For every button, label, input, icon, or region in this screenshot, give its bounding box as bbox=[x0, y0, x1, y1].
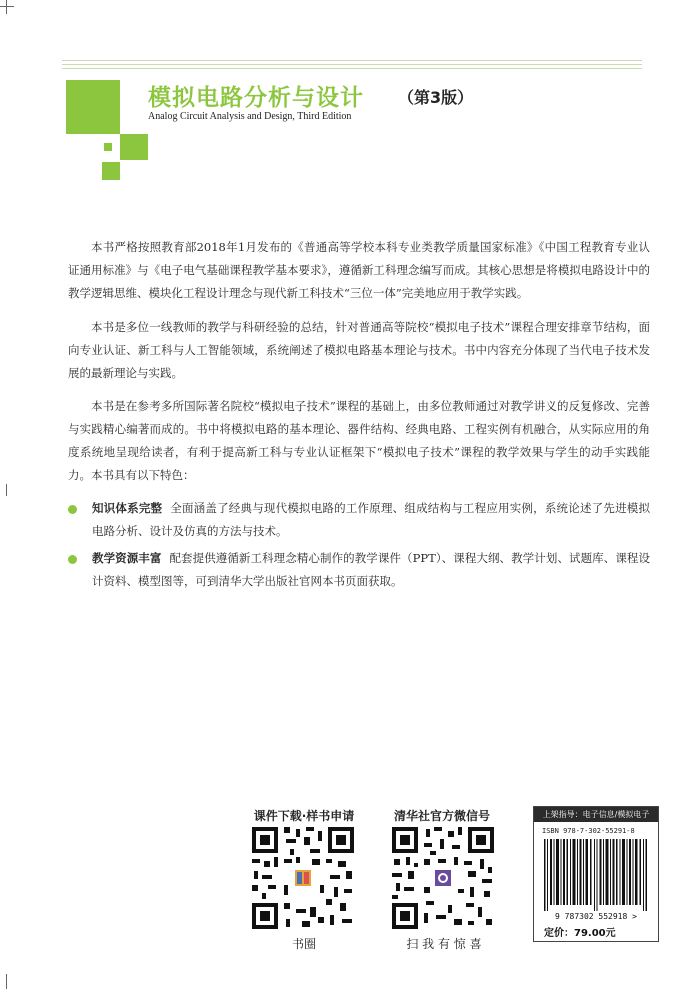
feature-name: 知识体系完整 bbox=[92, 501, 163, 515]
qr-bottom-label: 书圈 bbox=[291, 937, 316, 951]
barcode-number: 9 787302 552918 > bbox=[555, 912, 637, 921]
crop-mark-top-left-h bbox=[0, 6, 14, 7]
crop-mark-top-left-v bbox=[6, 0, 7, 14]
qr-bottom-label: 扫 我 有 惊 喜 bbox=[406, 937, 482, 951]
feature-item bbox=[92, 547, 650, 593]
feature-text: 全面涵盖了经典与现代模拟电路的工作原理、组成结构与工程应用实例，系统论述了先进模拟电路分析、设计及仿真的方法与技术。 bbox=[92, 501, 651, 538]
intro-paragraph-2: 本书是多位一线教师的教学与科研经验的总结，针对普通高等院校“模拟电子技术”课程合理安排章节结构，面向专业认证、新工科与人工智能领域，系统阐述了模拟电路基本理论与技术。书中内容充分体现了当代电子技术发展的最新理论与实践。 bbox=[68, 320, 650, 380]
feature-item bbox=[92, 497, 650, 543]
barcode-icon bbox=[544, 839, 648, 911]
barcode-block bbox=[533, 806, 659, 942]
bullet-dot-icon bbox=[68, 555, 77, 564]
bullet-dot-icon bbox=[68, 505, 77, 514]
price-label: 定价：79.00元 bbox=[544, 928, 616, 939]
book-title: 模拟电路分析与设计 bbox=[148, 85, 364, 111]
qr-top-label: 课件下载·样书申请 bbox=[253, 809, 355, 823]
feature-text: 配套提供遵循新工科理念精心制作的教学课件（PPT）、课程大纲、教学计划、试题库、课程设计资料、模型图等，可到清华大学出版社官网本书页面获取。 bbox=[92, 551, 650, 588]
qr-top-label: 清华社官方微信号 bbox=[393, 809, 490, 823]
book-subtitle: Analog Circuit Analysis and Design, Third Edition bbox=[148, 111, 352, 122]
crop-mark-bottom-left bbox=[6, 974, 7, 989]
top-rule-1 bbox=[62, 60, 642, 61]
top-rule-2 bbox=[62, 64, 642, 65]
shelf-guide-label: 上架指导：电子信息/模拟电子 bbox=[534, 807, 658, 822]
crop-mark-left-mid bbox=[6, 484, 7, 496]
isbn-text: ISBN 978-7-302-55291-8 bbox=[542, 827, 635, 835]
qr-code-icon bbox=[390, 825, 496, 931]
top-rule-3 bbox=[62, 68, 642, 69]
intro-paragraph-3: 本书是在参考多所国际著名院校“模拟电子技术”课程的基础上，由多位教师通过对教学讲义的反复修改、完善与实践精心编著而成的。书中将模拟电路的基本理论、器件结构、经典电路、工程实例有机融合，从实际应用的角度系统地呈现给读者，有利于提高新工科与专业认证框架下“模拟电子技术”课程的教学效果与学生的动手实践能力。本书具有以下特色： bbox=[68, 399, 650, 482]
book-edition: （第3版） bbox=[398, 88, 474, 107]
qr-code-icon bbox=[250, 825, 356, 931]
feature-name: 教学资源丰富 bbox=[92, 551, 162, 565]
intro-paragraph-1: 本书严格按照教育部2018年1月发布的《普通高等学校本科专业类教学质量国家标准》《中国工程教育专业认证通用标准》与《电子电气基础课程教学基本要求》，遵循新工科理念编写而成。其核心思想是将模拟电路设计中的教学逻辑思维、模块化工程设计理念与现代新工科技术“三位一体”完美地应用于教学实践。 bbox=[68, 240, 650, 300]
